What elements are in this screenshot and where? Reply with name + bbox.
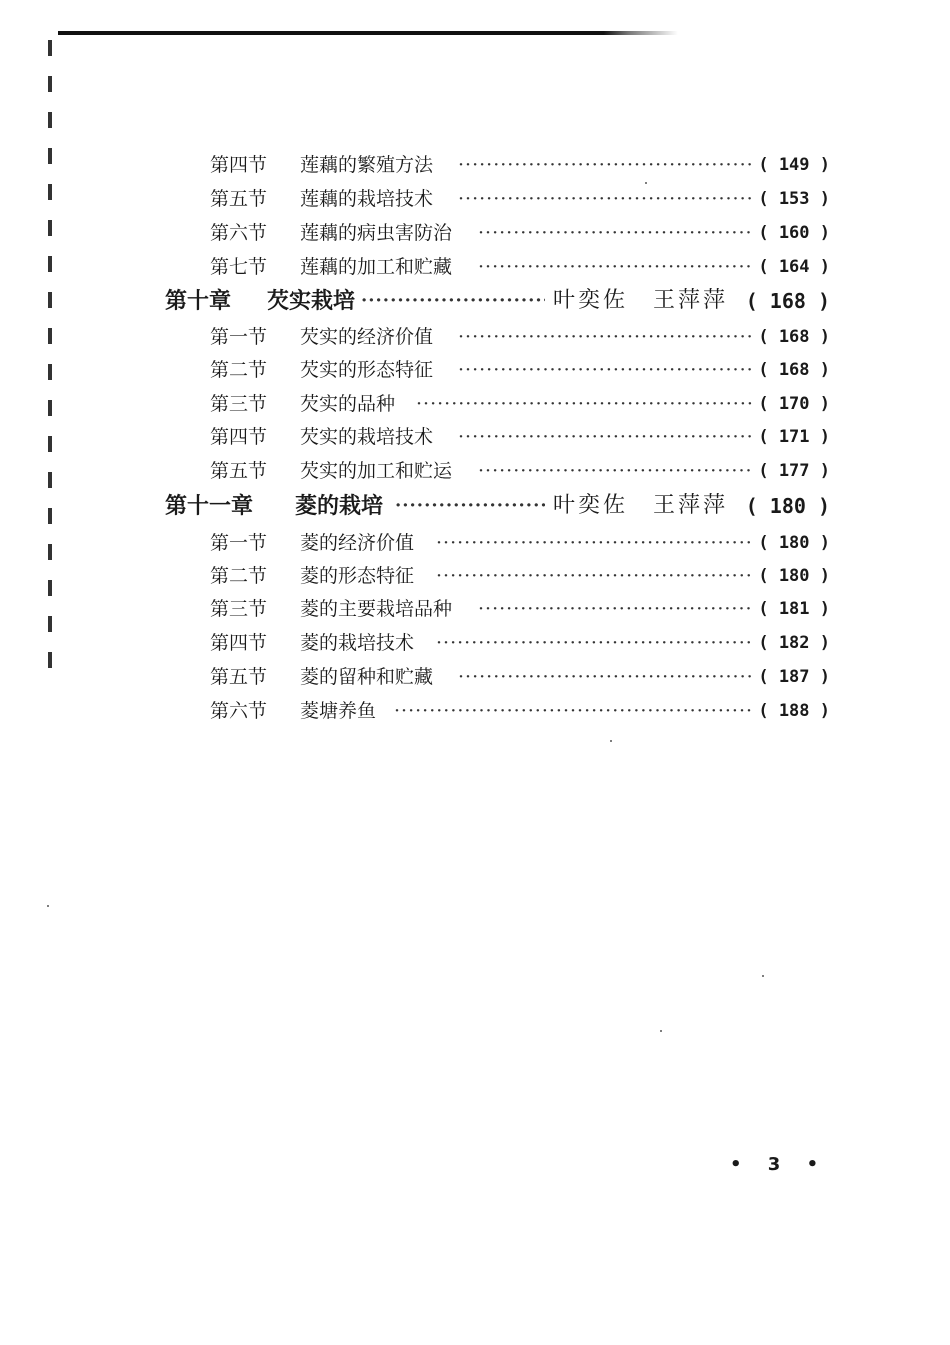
- section-title: 芡实的经济价值: [300, 326, 434, 348]
- toc-section-row[interactable]: [210, 389, 830, 419]
- page-reference: ( 181 ): [758, 599, 830, 619]
- toc-section-row[interactable]: [210, 662, 830, 692]
- scan-speck: [645, 182, 647, 184]
- toc-section-row[interactable]: [210, 322, 830, 352]
- scan-speck: [660, 1030, 662, 1032]
- header-rule: [58, 31, 678, 35]
- section-title: 莲藕的病虫害防治: [300, 222, 453, 244]
- page-reference: ( 188 ): [758, 701, 830, 721]
- section-number: 第五节: [210, 666, 268, 688]
- section-number: 第四节: [210, 426, 268, 448]
- leader-dots: [458, 662, 752, 692]
- section-title: 菱的形态特征: [300, 565, 415, 587]
- page-reference: ( 180 ): [758, 566, 830, 586]
- toc-section-row[interactable]: [210, 528, 830, 558]
- chapter-authors: 叶奕佐 王萍萍: [553, 288, 729, 313]
- section-title: 菱的主要栽培品种: [300, 598, 453, 620]
- toc-section-row[interactable]: [210, 422, 830, 452]
- section-title: 菱的经济价值: [300, 532, 415, 554]
- section-number: 第一节: [210, 326, 268, 348]
- section-title: 菱的留种和贮藏: [300, 666, 434, 688]
- page-reference: ( 187 ): [758, 667, 830, 687]
- section-title: 芡实的形态特征: [300, 359, 434, 381]
- page-number: • 3 •: [730, 1154, 829, 1175]
- section-title: 莲藕的加工和贮藏: [300, 256, 453, 278]
- section-number: 第三节: [210, 598, 268, 620]
- leader-dots: [458, 422, 752, 452]
- section-number: 第五节: [210, 460, 268, 482]
- toc-section-row[interactable]: [210, 628, 830, 658]
- leader-dots: [458, 322, 752, 352]
- section-number: 第四节: [210, 154, 268, 176]
- leader-dots: [458, 150, 752, 180]
- toc-section-row[interactable]: [210, 456, 830, 486]
- section-number: 第七节: [210, 256, 268, 278]
- scan-speck: [47, 905, 49, 907]
- section-title: 莲藕的栽培技术: [300, 188, 434, 210]
- chapter-number: 第十一章: [165, 493, 254, 519]
- page-reference: ( 180 ): [745, 494, 830, 518]
- section-title: 莲藕的繁殖方法: [300, 154, 434, 176]
- page-reference: ( 160 ): [758, 223, 830, 243]
- page-reference: ( 171 ): [758, 427, 830, 447]
- page-reference: ( 168 ): [758, 327, 830, 347]
- leader-dots: [416, 389, 752, 419]
- page-reference: ( 182 ): [758, 633, 830, 653]
- leader-dots: [361, 286, 545, 316]
- chapter-title: 菱的栽培: [295, 493, 384, 519]
- section-title: 菱塘养鱼: [300, 700, 377, 722]
- toc-section-row[interactable]: [210, 561, 830, 591]
- leader-dots: [395, 491, 545, 521]
- page-reference: ( 168 ): [745, 289, 830, 313]
- page-reference: ( 149 ): [758, 155, 830, 175]
- section-number: 第五节: [210, 188, 268, 210]
- page-reference: ( 164 ): [758, 257, 830, 277]
- section-number: 第六节: [210, 222, 268, 244]
- section-title: 芡实的加工和贮运: [300, 460, 453, 482]
- toc-section-row[interactable]: [210, 355, 830, 385]
- toc-section-row[interactable]: [210, 696, 830, 726]
- page-reference: ( 180 ): [758, 533, 830, 553]
- leader-dots: [436, 528, 752, 558]
- scan-speck: [762, 975, 764, 977]
- section-number: 第一节: [210, 532, 268, 554]
- leader-dots: [394, 696, 752, 726]
- section-title: 菱的栽培技术: [300, 632, 415, 654]
- toc-chapter-row[interactable]: [165, 491, 830, 521]
- page-reference: ( 168 ): [758, 360, 830, 380]
- leader-dots: [436, 628, 752, 658]
- page-reference: ( 170 ): [758, 394, 830, 414]
- chapter-authors: 叶奕佐 王萍萍: [553, 493, 729, 518]
- leader-dots: [458, 184, 752, 214]
- scan-speck: [610, 740, 612, 742]
- toc-section-row[interactable]: [210, 594, 830, 624]
- toc-section-row[interactable]: [210, 218, 830, 248]
- leader-dots: [458, 355, 752, 385]
- leader-dots: [478, 218, 752, 248]
- page-reference: ( 177 ): [758, 461, 830, 481]
- leader-dots: [478, 252, 752, 282]
- section-number: 第二节: [210, 359, 268, 381]
- binding-margin-marks: [48, 40, 52, 670]
- section-number: 第六节: [210, 700, 268, 722]
- page-reference: ( 153 ): [758, 189, 830, 209]
- section-number: 第四节: [210, 632, 268, 654]
- section-title: 芡实的品种: [300, 393, 396, 415]
- leader-dots: [478, 594, 752, 624]
- chapter-number: 第十章: [165, 288, 232, 314]
- leader-dots: [478, 456, 752, 486]
- toc-chapter-row[interactable]: [165, 286, 830, 316]
- toc-section-row[interactable]: [210, 252, 830, 282]
- section-title: 芡实的栽培技术: [300, 426, 434, 448]
- section-number: 第二节: [210, 565, 268, 587]
- toc-section-row[interactable]: [210, 184, 830, 214]
- chapter-title: 芡实栽培: [267, 288, 356, 314]
- leader-dots: [436, 561, 752, 591]
- toc-section-row[interactable]: [210, 150, 830, 180]
- section-number: 第三节: [210, 393, 268, 415]
